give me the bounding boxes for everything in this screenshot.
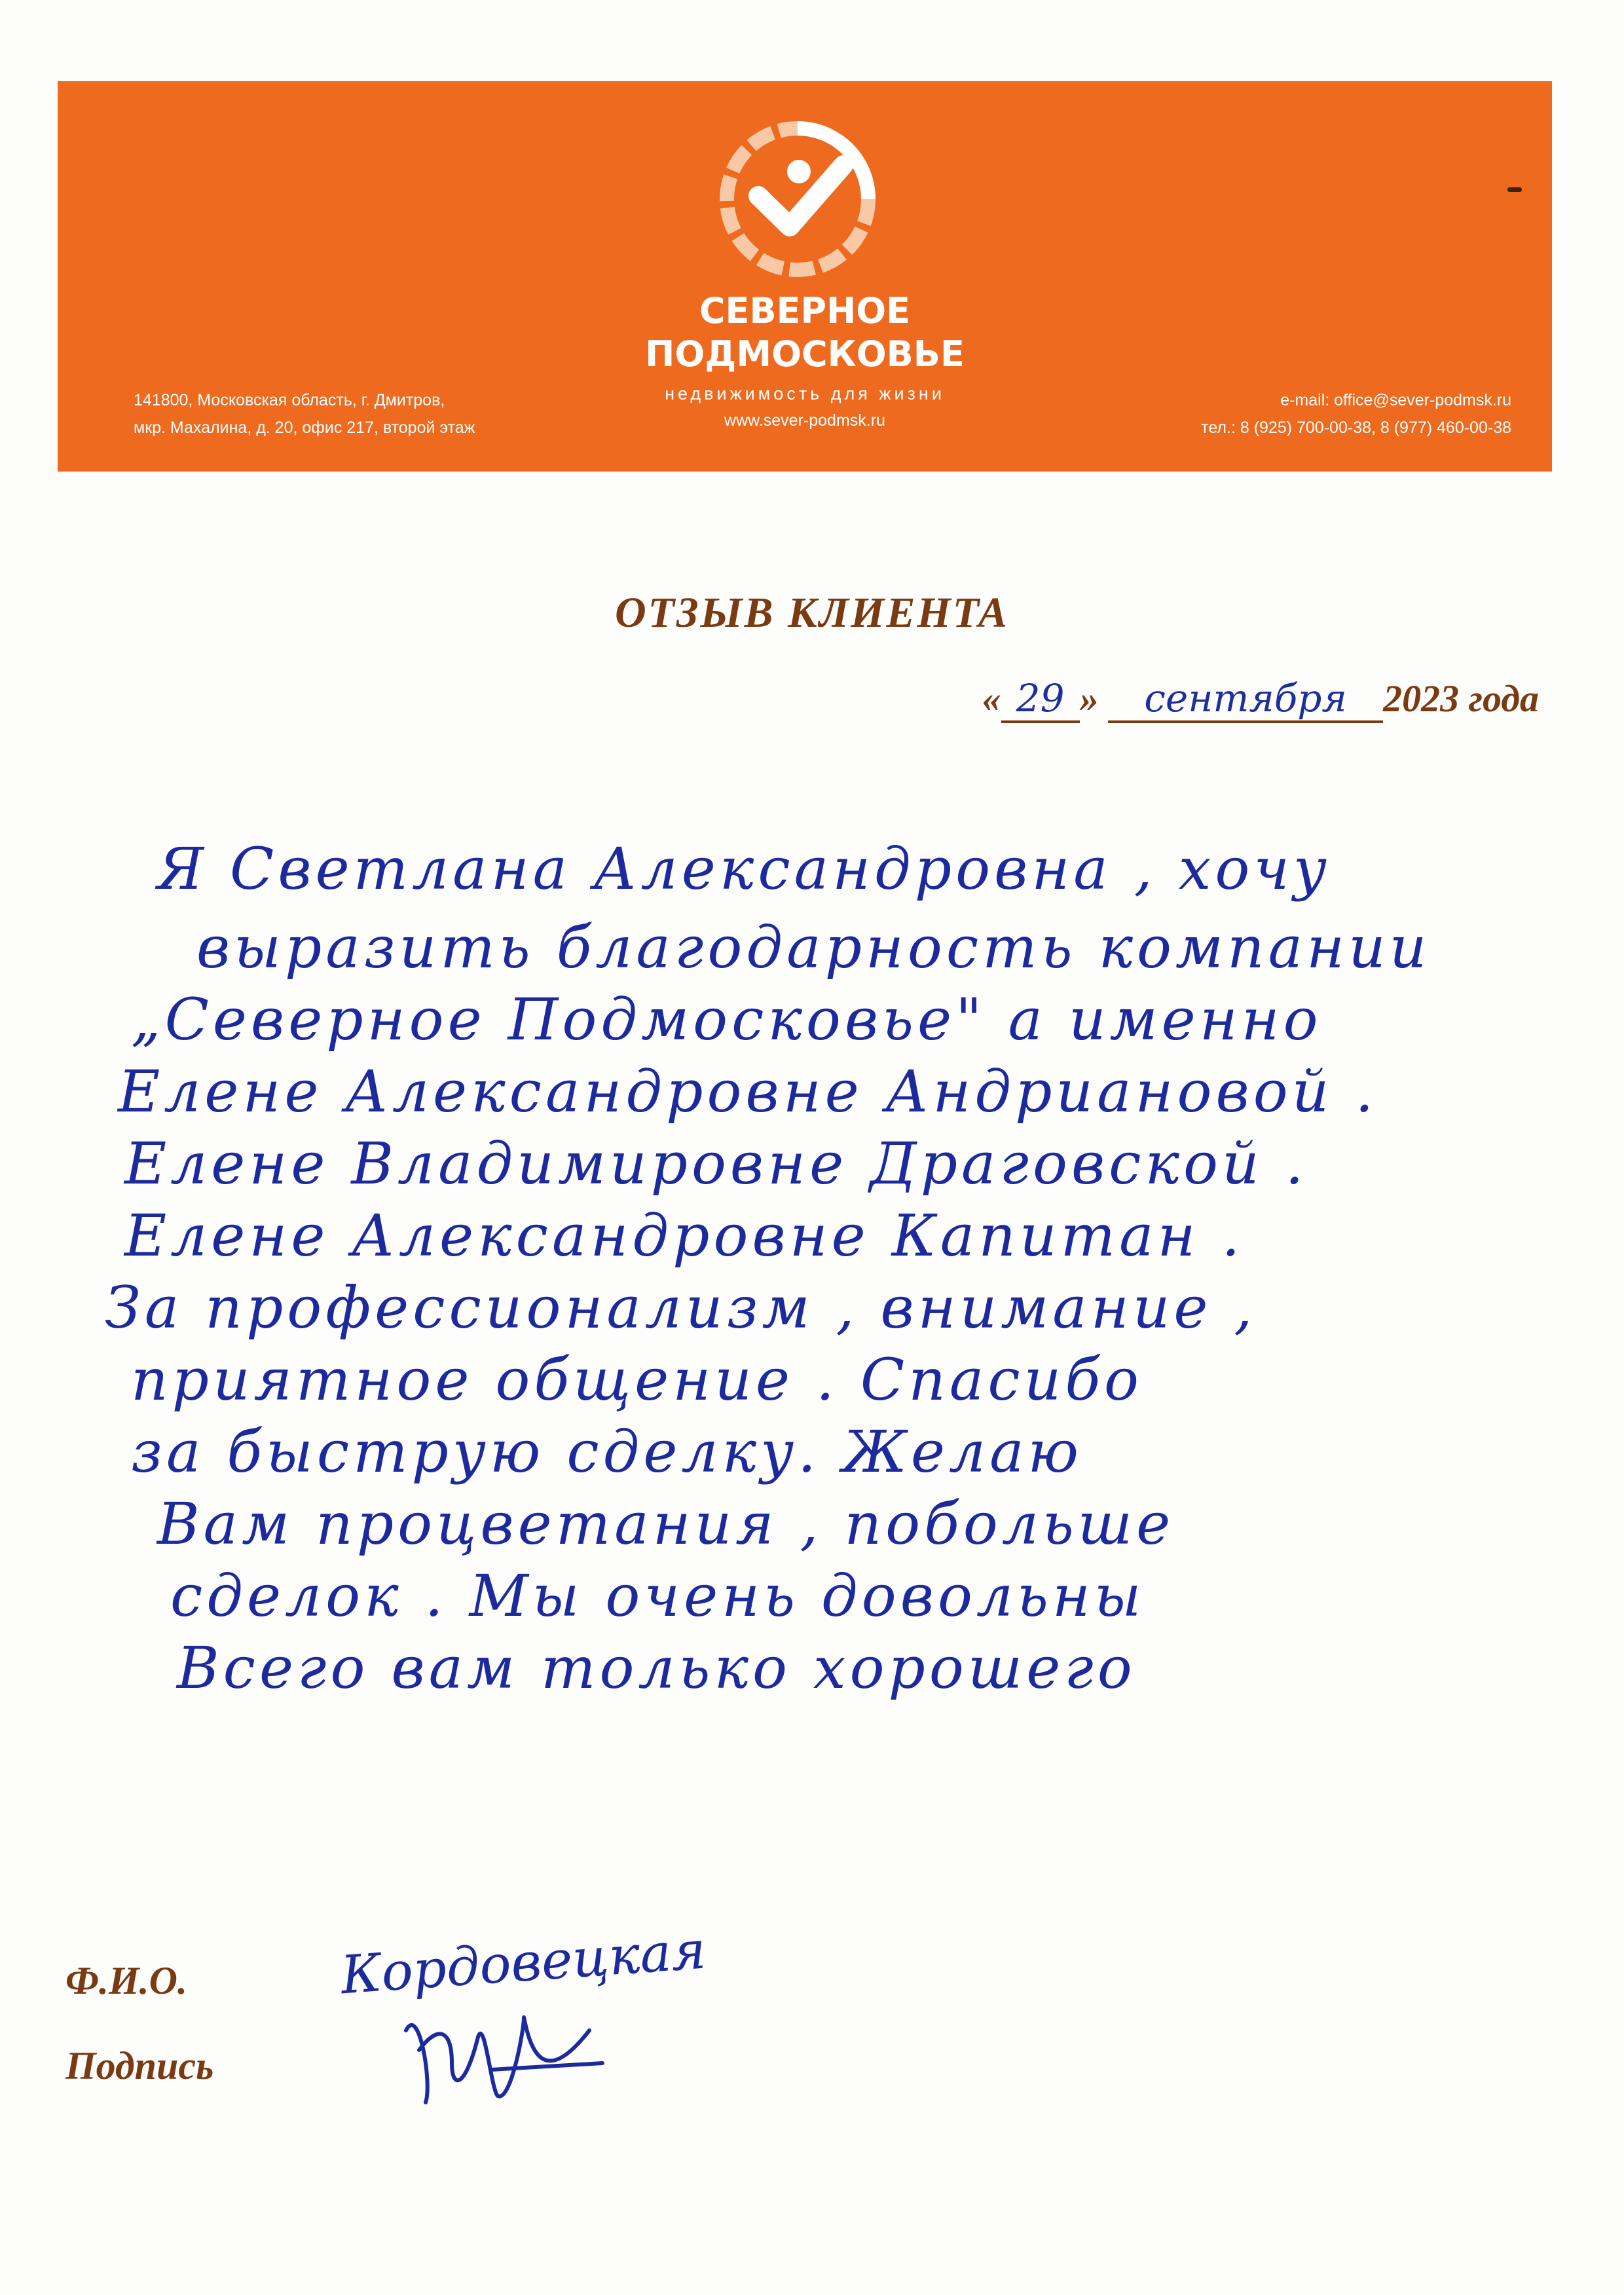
date-day-field: 29 xyxy=(1001,676,1080,723)
phone-numbers: тел.: 8 (925) 700-00-38, 8 (977) 460-00-38 xyxy=(1201,419,1511,437)
company-address xyxy=(134,386,475,441)
review-line: Елене Владимировне Драговской . xyxy=(124,1130,1308,1197)
review-line: Вам процветания , побольше xyxy=(157,1490,1175,1558)
document-date xyxy=(982,676,1539,723)
email-link[interactable]: e-mail: office@sever-podmsk.ru xyxy=(1280,391,1511,409)
brand-name-line2: ПОДМОСКОВЬЕ xyxy=(645,333,965,375)
review-line: приятное общение . Спасибо xyxy=(131,1346,1143,1413)
review-line: сделок . Мы очень довольны xyxy=(170,1562,1145,1630)
review-line: выразить благодарность компании xyxy=(196,914,1431,981)
website-link[interactable]: www.sever-podmsk.ru xyxy=(724,411,885,430)
letterhead-banner xyxy=(58,81,1552,472)
date-year: 2023 года xyxy=(1383,677,1539,720)
fio-label: Ф.И.О. xyxy=(65,1959,188,2002)
review-line: Всего вам только хорошего xyxy=(177,1634,1136,1702)
review-line: Я Светлана Александровна , хочу xyxy=(157,835,1331,903)
handwritten-signature xyxy=(393,1991,616,2122)
address-line2: мкр. Махалина, д. 20, офис 217, второй этаж xyxy=(134,419,475,437)
date-open-quote: « xyxy=(982,677,1001,720)
fio-value: Кордовецкая xyxy=(339,1919,708,2006)
address-line1: 141800, Московская область, г. Дмитров, xyxy=(134,391,445,409)
company-contacts xyxy=(1201,386,1511,441)
review-line: Елене Александровне Андриановой . xyxy=(118,1058,1378,1125)
review-line: „Северное Подмосковье" а именно xyxy=(131,986,1322,1053)
review-line: за быструю сделку. Желаю xyxy=(131,1418,1082,1485)
document-title: ОТЗЫВ КЛИЕНТА xyxy=(615,589,1009,637)
review-line: За профессионализм , внимание , xyxy=(105,1274,1257,1341)
brand-tagline: недвижимость для жизни xyxy=(665,384,945,403)
check-in-ring-logo xyxy=(712,114,883,284)
signature-label: Подпись xyxy=(65,2044,214,2087)
brand-name-line1: СЕВЕРНОЕ xyxy=(699,290,911,331)
review-line: Елене Александровне Капитан . xyxy=(124,1202,1244,1269)
date-month-field: сентября xyxy=(1108,676,1383,723)
date-close-quote: » xyxy=(1079,677,1099,720)
scan-mark xyxy=(1507,187,1522,192)
